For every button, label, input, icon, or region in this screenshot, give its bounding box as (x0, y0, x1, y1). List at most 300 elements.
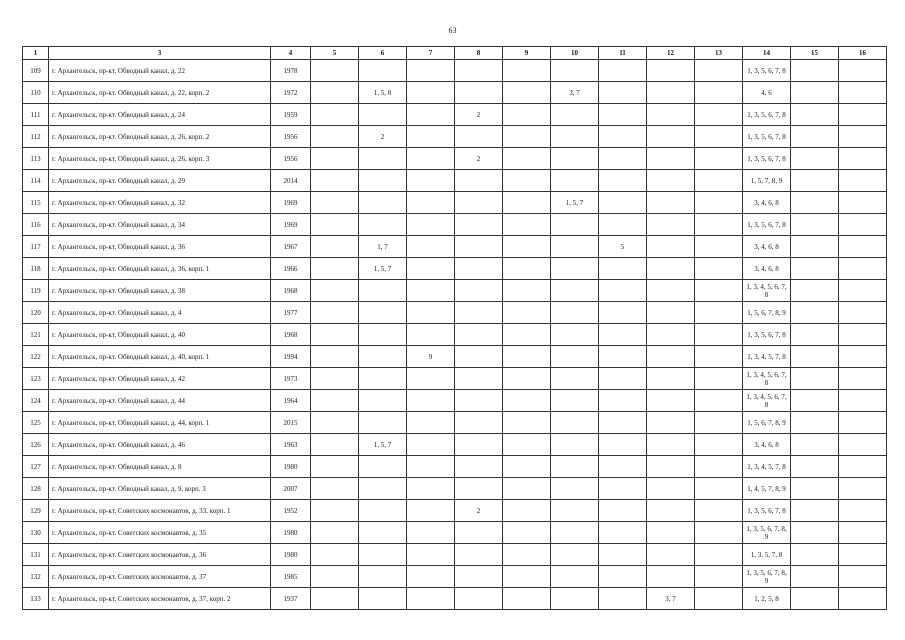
code-cell (311, 456, 359, 478)
code-cell (647, 324, 695, 346)
code-cell (311, 368, 359, 390)
row-number-cell: 122 (23, 346, 49, 368)
row-number-cell: 115 (23, 192, 49, 214)
code-cell: 3, 7 (551, 82, 599, 104)
code-cell (407, 60, 455, 82)
code-cell (455, 280, 503, 302)
code-cell (359, 368, 407, 390)
code-cell (647, 126, 695, 148)
address-cell: г. Архангельск, пр-кт. Советских космонавтов, д. 37, корп. 2 (49, 588, 271, 610)
address-cell: г. Архангельск, пр-кт. Обводный канал, д. 44 (49, 390, 271, 412)
table-row (23, 324, 887, 346)
code-cell (695, 456, 743, 478)
column-header: 14 (743, 47, 791, 60)
code-cell (503, 456, 551, 478)
code-cell (407, 412, 455, 434)
table-row (23, 456, 887, 478)
year-cell: 1969 (271, 214, 311, 236)
code-cell (503, 82, 551, 104)
code-cell (599, 500, 647, 522)
code-cell (503, 60, 551, 82)
table-row (23, 302, 887, 324)
code-cell (359, 214, 407, 236)
code-cell (791, 258, 839, 280)
code-cell: 1, 7 (359, 236, 407, 258)
code-cell (359, 478, 407, 500)
code-cell (359, 148, 407, 170)
code-cell (359, 566, 407, 588)
code-cell (551, 500, 599, 522)
code-cell (599, 346, 647, 368)
code-cell (599, 456, 647, 478)
row-number-cell: 111 (23, 104, 49, 126)
code-cell (647, 434, 695, 456)
code-cell (311, 82, 359, 104)
code-cell (407, 434, 455, 456)
code-cell (503, 170, 551, 192)
code-cell (599, 390, 647, 412)
code-cell (311, 192, 359, 214)
code-cell (455, 192, 503, 214)
code-cell (455, 60, 503, 82)
row-number-cell: 113 (23, 148, 49, 170)
code-cell (647, 280, 695, 302)
code-cell (359, 500, 407, 522)
code-cell (839, 148, 887, 170)
code-cell (599, 588, 647, 610)
code-cell (455, 566, 503, 588)
code-cell (695, 60, 743, 82)
code-cell (551, 412, 599, 434)
row-number-cell: 128 (23, 478, 49, 500)
address-cell: г. Архангельск, пр-кт. Обводный канал, д. 22 (49, 60, 271, 82)
code-cell: 2 (455, 500, 503, 522)
code-cell (407, 368, 455, 390)
table-row (23, 566, 887, 588)
code-cell (695, 522, 743, 544)
row-number-cell: 119 (23, 280, 49, 302)
year-cell: 1973 (271, 368, 311, 390)
code-cell: 2 (455, 148, 503, 170)
code-cell (503, 588, 551, 610)
code-cell: 1, 3, 5, 6, 7, 8 (743, 60, 791, 82)
code-cell (359, 280, 407, 302)
table-row (23, 126, 887, 148)
code-cell (311, 214, 359, 236)
code-cell (311, 544, 359, 566)
code-cell (503, 434, 551, 456)
code-cell (407, 324, 455, 346)
address-cell: г. Архангельск, пр-кт. Советских космонавтов, д. 35 (49, 522, 271, 544)
column-header: 7 (407, 47, 455, 60)
code-cell (455, 412, 503, 434)
code-cell (311, 588, 359, 610)
code-cell (647, 104, 695, 126)
code-cell (839, 192, 887, 214)
code-cell: 1, 3, 5, 6, 7, 8 (743, 500, 791, 522)
table-body (23, 60, 887, 610)
table-row (23, 60, 887, 82)
year-cell: 1985 (271, 566, 311, 588)
address-cell: г. Архангельск, пр-кт. Обводный канал, д. 36 (49, 236, 271, 258)
table-row (23, 588, 887, 610)
code-cell (455, 170, 503, 192)
code-cell (839, 456, 887, 478)
address-cell: г. Архангельск, пр-кт. Обводный канал, д. 9, корп. 3 (49, 478, 271, 500)
code-cell (599, 566, 647, 588)
code-cell (455, 522, 503, 544)
year-cell: 2015 (271, 412, 311, 434)
code-cell (839, 368, 887, 390)
row-number-cell: 124 (23, 390, 49, 412)
row-number-cell: 125 (23, 412, 49, 434)
code-cell (647, 544, 695, 566)
code-cell (503, 412, 551, 434)
code-cell (503, 500, 551, 522)
page-number: 63 (448, 26, 457, 35)
code-cell (407, 126, 455, 148)
code-cell (551, 390, 599, 412)
year-cell: 1956 (271, 126, 311, 148)
code-cell (839, 434, 887, 456)
address-cell: г. Архангельск, пр-кт. Обводный канал, д. 4 (49, 302, 271, 324)
code-cell: 1, 4, 5, 7, 8, 9 (743, 478, 791, 500)
row-number-cell: 109 (23, 60, 49, 82)
code-cell: 1, 3, 5, 6, 7, 8 (743, 148, 791, 170)
code-cell (839, 522, 887, 544)
row-number-cell: 126 (23, 434, 49, 456)
code-cell: 1, 2, 5, 8 (743, 588, 791, 610)
table-row (23, 280, 887, 302)
row-number-cell: 118 (23, 258, 49, 280)
code-cell: 1, 5, 7 (359, 258, 407, 280)
code-cell (839, 236, 887, 258)
address-cell: г. Архангельск, пр-кт. Обводный канал, д. 38 (49, 280, 271, 302)
code-cell (599, 478, 647, 500)
year-cell: 1980 (271, 456, 311, 478)
code-cell: 1, 3, 4, 5, 6, 7, 8 (743, 280, 791, 302)
code-cell (359, 60, 407, 82)
code-cell (695, 192, 743, 214)
code-cell: 3, 7 (647, 588, 695, 610)
code-cell (503, 214, 551, 236)
code-cell: 2 (359, 126, 407, 148)
column-header: 10 (551, 47, 599, 60)
code-cell: 3, 4, 6, 8 (743, 434, 791, 456)
code-cell (311, 566, 359, 588)
code-cell (407, 544, 455, 566)
code-cell (311, 478, 359, 500)
code-cell (695, 566, 743, 588)
code-cell (503, 390, 551, 412)
code-cell (407, 148, 455, 170)
address-cell: г. Архангельск, пр-кт. Обводный канал, д. 42 (49, 368, 271, 390)
code-cell (599, 82, 647, 104)
code-cell: 1, 5, 7 (359, 434, 407, 456)
code-cell (551, 258, 599, 280)
code-cell (599, 126, 647, 148)
address-cell: г. Архангельск, пр-кт. Обводный канал, д. 24 (49, 104, 271, 126)
row-number-cell: 121 (23, 324, 49, 346)
column-header: 15 (791, 47, 839, 60)
row-number-cell: 130 (23, 522, 49, 544)
code-cell (839, 324, 887, 346)
code-cell (647, 170, 695, 192)
code-cell (359, 346, 407, 368)
code-cell (695, 258, 743, 280)
code-cell (503, 104, 551, 126)
code-cell: 1, 5, 6, 7, 8, 9 (743, 412, 791, 434)
code-cell: 1, 5, 7, 8, 9 (743, 170, 791, 192)
code-cell (311, 500, 359, 522)
row-number-cell: 133 (23, 588, 49, 610)
code-cell (647, 148, 695, 170)
address-cell: г. Архангельск, пр-кт. Обводный канал, д. 44, корп. 1 (49, 412, 271, 434)
code-cell (551, 236, 599, 258)
year-cell: 1964 (271, 390, 311, 412)
code-cell (791, 346, 839, 368)
code-cell (455, 324, 503, 346)
code-cell (791, 566, 839, 588)
code-cell (311, 302, 359, 324)
row-number-cell: 123 (23, 368, 49, 390)
code-cell (839, 544, 887, 566)
code-cell (695, 478, 743, 500)
year-cell: 1972 (271, 82, 311, 104)
code-cell (503, 302, 551, 324)
code-cell (791, 104, 839, 126)
code-cell: 4, 6 (743, 82, 791, 104)
code-cell (791, 434, 839, 456)
code-cell (791, 126, 839, 148)
code-cell (407, 456, 455, 478)
code-cell (791, 412, 839, 434)
table-row (23, 170, 887, 192)
code-cell (599, 104, 647, 126)
code-cell (503, 544, 551, 566)
code-cell (551, 126, 599, 148)
code-cell (311, 104, 359, 126)
code-cell (839, 588, 887, 610)
code-cell (839, 170, 887, 192)
column-header: 13 (695, 47, 743, 60)
code-cell (311, 346, 359, 368)
code-cell: 1, 3, 4, 5, 6, 7, 8 (743, 390, 791, 412)
table-row (23, 346, 887, 368)
code-cell (647, 456, 695, 478)
code-cell (311, 170, 359, 192)
row-number-cell: 112 (23, 126, 49, 148)
code-cell (791, 148, 839, 170)
code-cell (407, 522, 455, 544)
code-cell (359, 390, 407, 412)
code-cell: 1, 3, 4, 5, 7, 8 (743, 456, 791, 478)
code-cell (551, 346, 599, 368)
code-cell (551, 434, 599, 456)
code-cell (407, 478, 455, 500)
code-cell (503, 566, 551, 588)
table-row (23, 434, 887, 456)
code-cell: 1, 5, 6, 7, 8, 9 (743, 302, 791, 324)
code-cell (695, 302, 743, 324)
address-cell: г. Архангельск, пр-кт. Обводный канал, д. 8 (49, 456, 271, 478)
code-cell (599, 522, 647, 544)
code-cell (791, 522, 839, 544)
code-cell (695, 126, 743, 148)
code-cell (551, 60, 599, 82)
code-cell (839, 60, 887, 82)
code-cell (647, 346, 695, 368)
code-cell (839, 478, 887, 500)
code-cell (647, 412, 695, 434)
code-cell (311, 236, 359, 258)
code-cell (455, 544, 503, 566)
year-cell: 1937 (271, 588, 311, 610)
year-cell: 1968 (271, 280, 311, 302)
code-cell (455, 390, 503, 412)
code-cell (311, 324, 359, 346)
code-cell (695, 500, 743, 522)
building-registry-table (22, 46, 887, 610)
code-cell (599, 368, 647, 390)
code-cell (407, 566, 455, 588)
column-header: 4 (271, 47, 311, 60)
code-cell: 2 (455, 104, 503, 126)
code-cell: 1, 3, 5, 6, 7, 8 (743, 104, 791, 126)
code-cell: 1, 3, 5, 6, 7, 8 (743, 126, 791, 148)
code-cell (599, 258, 647, 280)
code-cell (455, 258, 503, 280)
address-cell: г. Архангельск, пр-кт. Обводный канал, д. 40 (49, 324, 271, 346)
code-cell: 1, 3, 5, 7, 8 (743, 544, 791, 566)
code-cell (311, 258, 359, 280)
table-row (23, 236, 887, 258)
code-cell (311, 148, 359, 170)
code-cell (551, 148, 599, 170)
code-cell (503, 126, 551, 148)
year-cell: 2007 (271, 478, 311, 500)
code-cell (695, 170, 743, 192)
year-cell: 1978 (271, 60, 311, 82)
code-cell (359, 522, 407, 544)
code-cell (311, 522, 359, 544)
code-cell (503, 346, 551, 368)
code-cell (791, 280, 839, 302)
row-number-cell: 120 (23, 302, 49, 324)
code-cell (551, 170, 599, 192)
code-cell (503, 368, 551, 390)
code-cell (455, 302, 503, 324)
code-cell (599, 412, 647, 434)
code-cell (647, 82, 695, 104)
code-cell (599, 148, 647, 170)
year-cell: 2014 (271, 170, 311, 192)
code-cell (455, 478, 503, 500)
code-cell (551, 566, 599, 588)
table-row (23, 390, 887, 412)
year-cell: 1963 (271, 434, 311, 456)
code-cell: 1, 3, 4, 5, 6, 7, 8 (743, 368, 791, 390)
code-cell: 1, 3, 5, 6, 7, 8 (743, 214, 791, 236)
code-cell (695, 390, 743, 412)
code-cell (359, 456, 407, 478)
code-cell (695, 280, 743, 302)
code-cell (647, 566, 695, 588)
code-cell (551, 478, 599, 500)
code-cell (407, 236, 455, 258)
column-header: 3 (49, 47, 271, 60)
table-row (23, 214, 887, 236)
code-cell (455, 456, 503, 478)
code-cell (791, 544, 839, 566)
code-cell (791, 368, 839, 390)
code-cell (455, 434, 503, 456)
code-cell (311, 126, 359, 148)
code-cell (551, 368, 599, 390)
address-cell: г. Архангельск, пр-кт. Обводный канал, д. 22, корп. 2 (49, 82, 271, 104)
code-cell (359, 412, 407, 434)
code-cell (647, 500, 695, 522)
code-cell (695, 82, 743, 104)
row-number-cell: 117 (23, 236, 49, 258)
code-cell (695, 104, 743, 126)
code-cell (647, 60, 695, 82)
year-cell: 1959 (271, 104, 311, 126)
code-cell (407, 192, 455, 214)
address-cell: г. Архангельск, пр-кт. Обводный канал, д. 34 (49, 214, 271, 236)
code-cell (695, 236, 743, 258)
code-cell (503, 478, 551, 500)
code-cell (695, 324, 743, 346)
code-cell (791, 500, 839, 522)
code-cell (791, 390, 839, 412)
code-cell (839, 104, 887, 126)
code-cell (503, 522, 551, 544)
code-cell (599, 170, 647, 192)
code-cell (839, 280, 887, 302)
code-cell (407, 214, 455, 236)
code-cell: 5 (599, 236, 647, 258)
code-cell (695, 588, 743, 610)
code-cell (647, 478, 695, 500)
address-cell: г. Архангельск, пр-кт. Обводный канал, д. 36, корп. 1 (49, 258, 271, 280)
row-number-cell: 129 (23, 500, 49, 522)
code-cell (599, 192, 647, 214)
code-cell (551, 302, 599, 324)
code-cell (791, 456, 839, 478)
code-cell (407, 170, 455, 192)
code-cell (839, 302, 887, 324)
address-cell: г. Архангельск, пр-кт. Обводный канал, д. 32 (49, 192, 271, 214)
code-cell (455, 126, 503, 148)
code-cell (839, 346, 887, 368)
year-cell: 1968 (271, 324, 311, 346)
year-cell: 1952 (271, 500, 311, 522)
code-cell: 1, 5, 8 (359, 82, 407, 104)
code-cell (791, 192, 839, 214)
code-cell (599, 60, 647, 82)
code-cell (791, 236, 839, 258)
code-cell (551, 324, 599, 346)
code-cell: 3, 4, 6, 8 (743, 258, 791, 280)
code-cell (407, 258, 455, 280)
table-row (23, 478, 887, 500)
code-cell (695, 346, 743, 368)
code-cell (791, 588, 839, 610)
code-cell (599, 280, 647, 302)
code-cell (599, 324, 647, 346)
code-cell (407, 390, 455, 412)
